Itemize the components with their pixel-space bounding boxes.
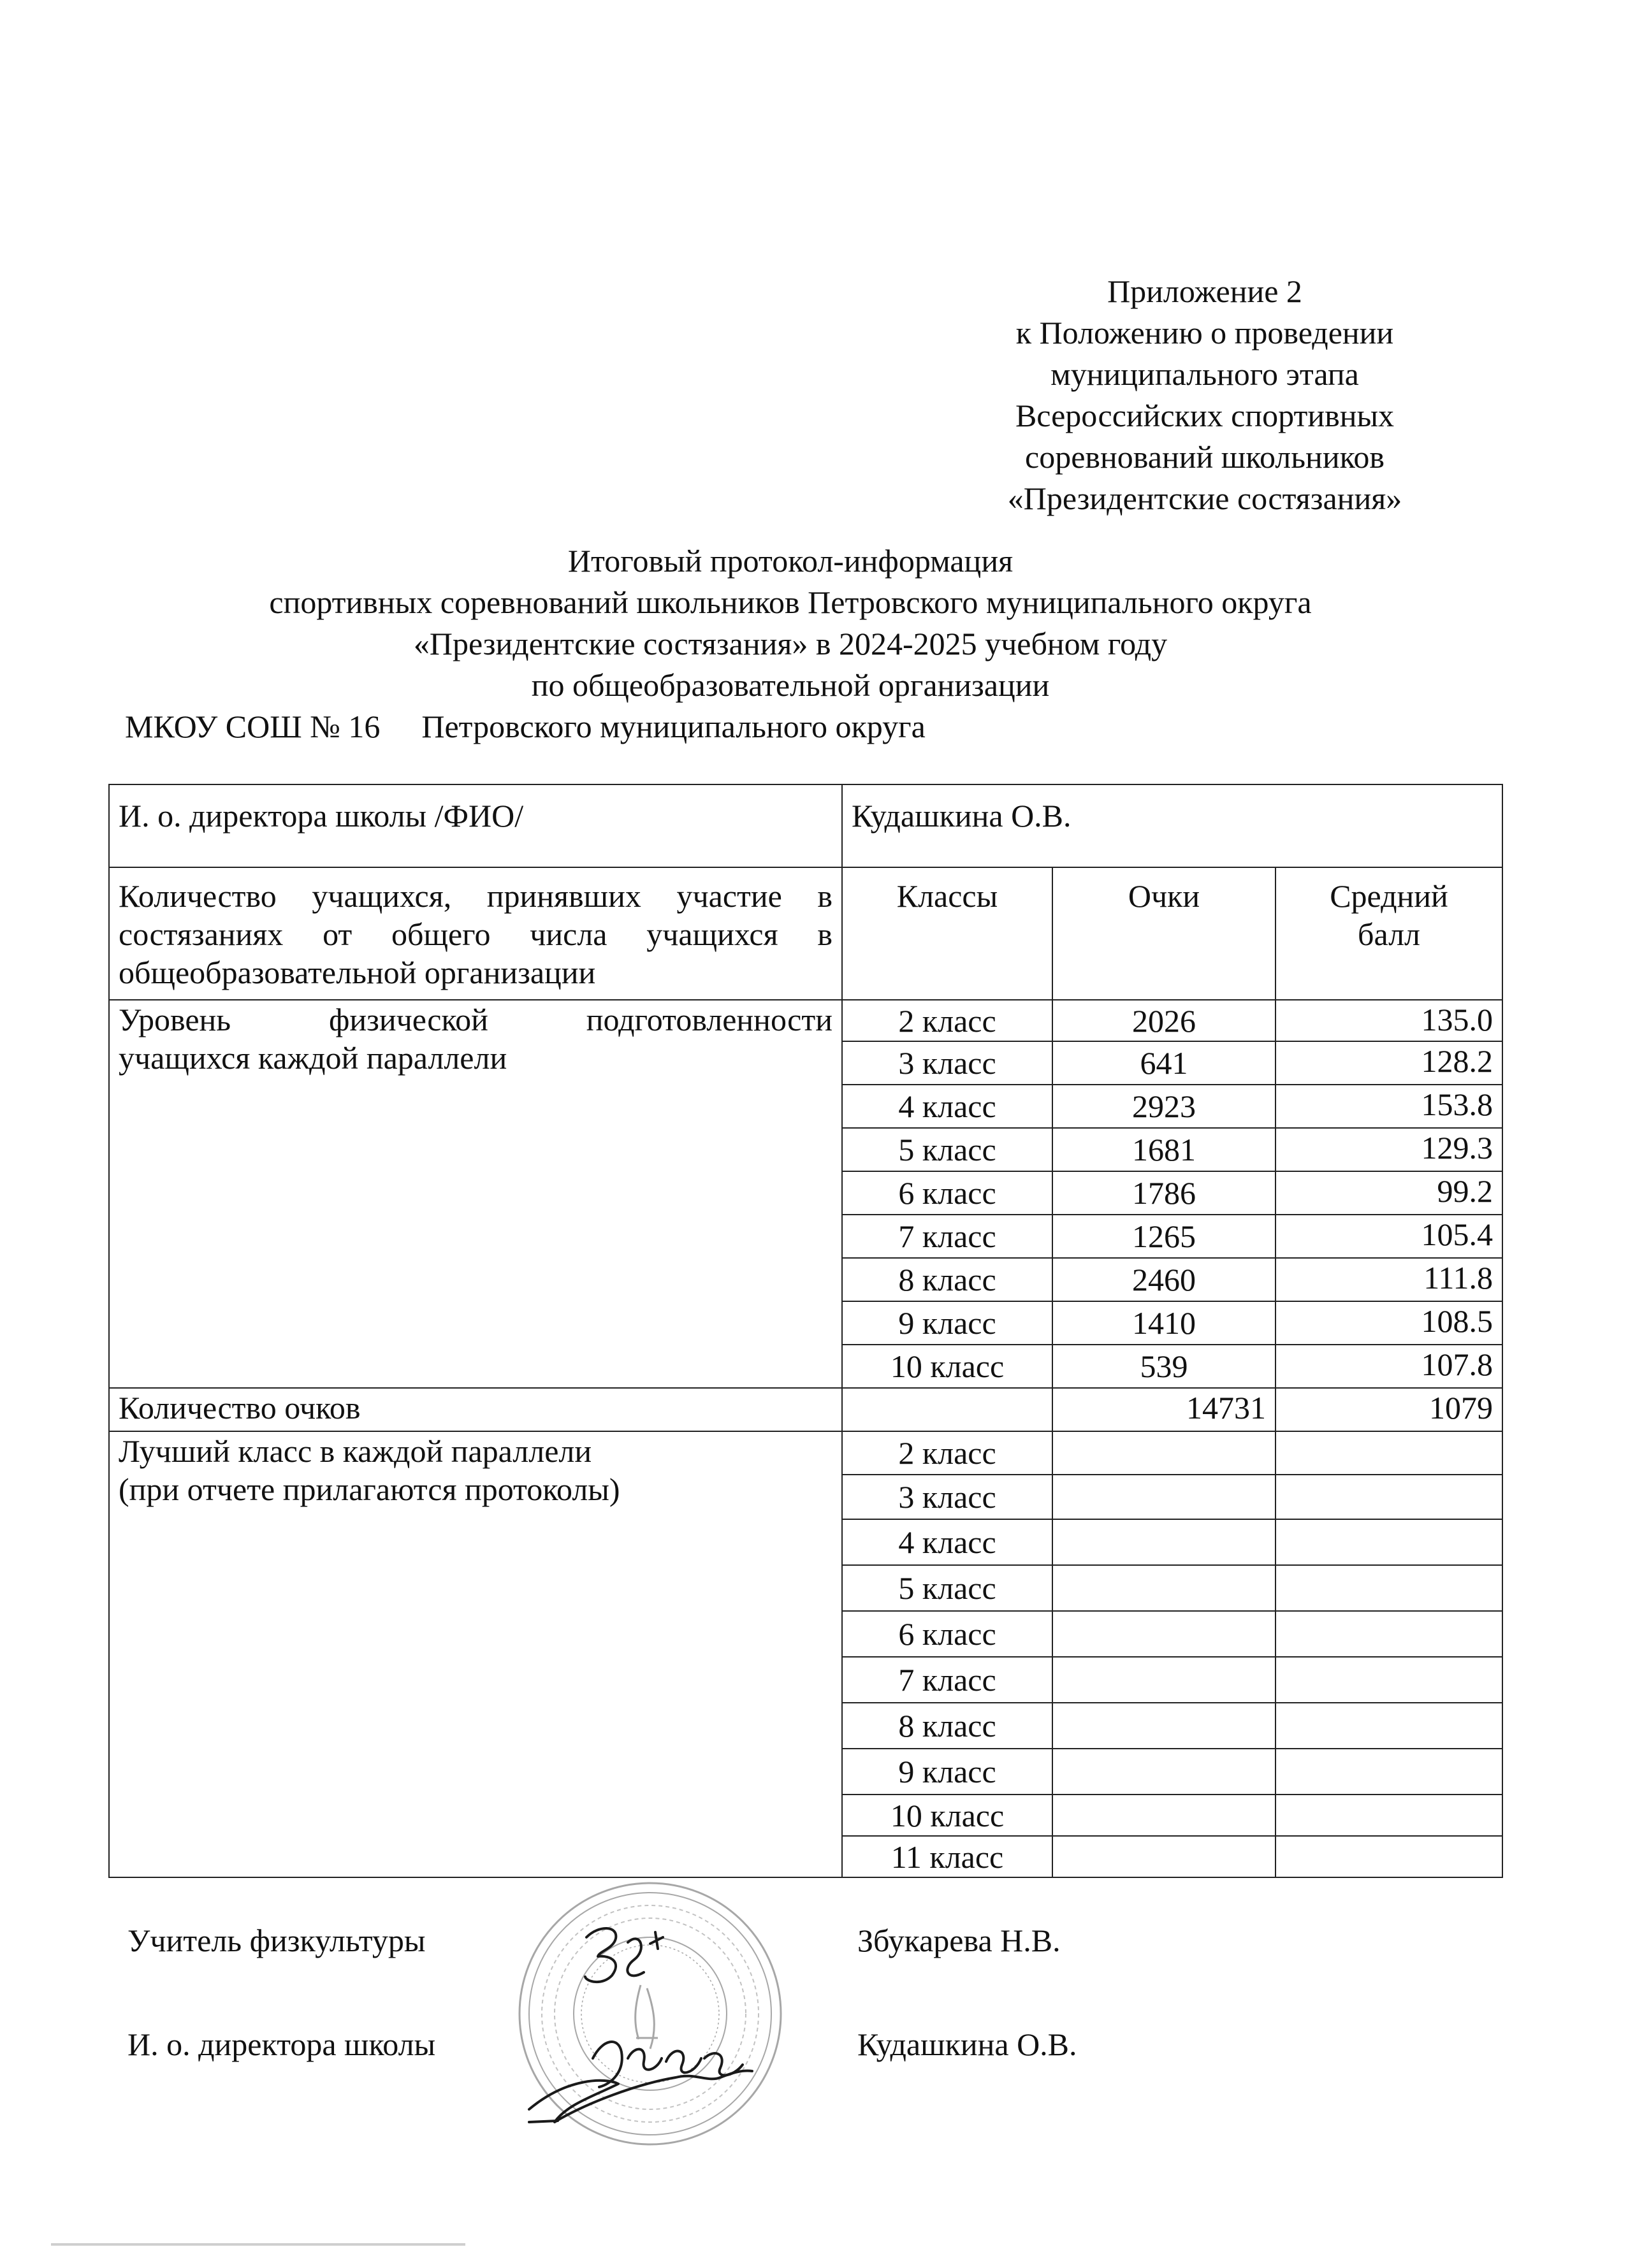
best-points-empty bbox=[1052, 1836, 1276, 1877]
header-average bbox=[1276, 867, 1502, 1000]
annex-line: «Президентские состязания» bbox=[1007, 480, 1402, 516]
total-row bbox=[109, 1388, 1502, 1431]
level-points: 1786 bbox=[1052, 1171, 1276, 1215]
title-line: Итоговый протокол-информация bbox=[567, 543, 1014, 579]
title-line: «Президентские состязания» в 2024-2025 учебном году bbox=[413, 626, 1168, 661]
director-signature-label: И. о. директора школы bbox=[127, 2026, 436, 2062]
stamp-emblem bbox=[636, 1985, 658, 2049]
level-points: 1410 bbox=[1052, 1301, 1276, 1345]
best-points-empty bbox=[1052, 1749, 1276, 1795]
level-label-line2: учащихся каждой параллели bbox=[119, 1040, 507, 1076]
best-avg-empty bbox=[1276, 1431, 1502, 1475]
best-points-empty bbox=[1052, 1703, 1276, 1749]
title-line: по общеобразовательной организации bbox=[531, 667, 1050, 703]
best-points-empty bbox=[1052, 1519, 1276, 1565]
best-class: 5 класс bbox=[842, 1565, 1052, 1611]
protocol-table bbox=[108, 784, 1503, 1878]
table-row bbox=[109, 1000, 1502, 1041]
level-class: 10 класс bbox=[842, 1345, 1052, 1388]
total-avg: 1079 bbox=[1276, 1388, 1502, 1431]
level-points: 1681 bbox=[1052, 1128, 1276, 1171]
level-avg: 129.3 bbox=[1276, 1128, 1502, 1171]
level-points: 2460 bbox=[1052, 1258, 1276, 1301]
best-class: 9 класс bbox=[842, 1749, 1052, 1795]
best-label-line1: Лучший класс в каждой параллели bbox=[119, 1433, 592, 1469]
best-avg-empty bbox=[1276, 1519, 1502, 1565]
best-class: 3 класс bbox=[842, 1475, 1052, 1519]
director-label: И. о. директора школы /ФИО/ bbox=[109, 784, 842, 867]
level-class: 7 класс bbox=[842, 1215, 1052, 1258]
best-avg-empty bbox=[1276, 1836, 1502, 1877]
level-avg: 99.2 bbox=[1276, 1171, 1502, 1215]
annex-line: Приложение 2 bbox=[1107, 273, 1302, 309]
teacher-signature-label: Учитель физкультуры bbox=[127, 1923, 426, 1958]
stamp-center-ring bbox=[574, 1937, 727, 2090]
level-avg: 153.8 bbox=[1276, 1085, 1502, 1128]
director-signature-name: Кудашкина О.В. bbox=[857, 2026, 1077, 2062]
level-points: 2026 bbox=[1052, 1000, 1276, 1041]
level-class: 8 класс bbox=[842, 1258, 1052, 1301]
header-classes: Классы bbox=[842, 867, 1052, 1000]
official-stamp bbox=[491, 1867, 797, 2160]
level-avg: 108.5 bbox=[1276, 1301, 1502, 1345]
level-avg: 105.4 bbox=[1276, 1215, 1502, 1258]
level-points: 1265 bbox=[1052, 1215, 1276, 1258]
handwritten-signature bbox=[529, 1928, 752, 2122]
best-points-empty bbox=[1052, 1795, 1276, 1836]
table-row bbox=[109, 1431, 1502, 1475]
best-points-empty bbox=[1052, 1657, 1276, 1703]
best-class: 4 класс bbox=[842, 1519, 1052, 1565]
school-district: Петровского муниципального округа bbox=[421, 709, 926, 744]
level-class: 5 класс bbox=[842, 1128, 1052, 1171]
signature-stroke-2 bbox=[627, 1939, 644, 1975]
teacher-signature-name: Збукарева Н.В. bbox=[857, 1923, 1061, 1958]
total-points: 14731 bbox=[1052, 1388, 1276, 1431]
level-avg: 135.0 bbox=[1276, 1000, 1502, 1041]
director-value: Кудашкина О.В. bbox=[842, 784, 1502, 867]
school-name: МКОУ СОШ № 16 bbox=[125, 709, 381, 744]
level-class: 6 класс bbox=[842, 1171, 1052, 1215]
annex-line: Всероссийских спортивных bbox=[1015, 398, 1395, 433]
level-label-word: физической bbox=[328, 1002, 488, 1037]
best-avg-empty bbox=[1276, 1795, 1502, 1836]
best-class: 7 класс bbox=[842, 1657, 1052, 1703]
header-average-line2: балл bbox=[1358, 916, 1420, 952]
participants-label: Количество учащихся, принявших участие в состязаниях от общего числа учащихся в общеобразовательной организации bbox=[109, 867, 842, 1000]
signature-stroke-6 bbox=[529, 2121, 558, 2122]
best-avg-empty bbox=[1276, 1657, 1502, 1703]
total-label: Количество очков bbox=[109, 1388, 842, 1431]
level-label bbox=[109, 1000, 842, 1388]
header-average-line1: Средний bbox=[1330, 878, 1448, 914]
signature-stroke-1 bbox=[585, 1928, 616, 1982]
level-avg: 111.8 bbox=[1276, 1258, 1502, 1301]
level-class: 9 класс bbox=[842, 1301, 1052, 1345]
annex-block bbox=[943, 271, 1466, 519]
best-avg-empty bbox=[1276, 1749, 1502, 1795]
scan-edge-line bbox=[51, 2243, 465, 2246]
title-line: спортивных соревнований школьников Петровского муниципального округа bbox=[269, 584, 1312, 620]
best-avg-empty bbox=[1276, 1703, 1502, 1749]
annex-line: к Положению о проведении bbox=[1015, 315, 1394, 350]
best-class: 10 класс bbox=[842, 1795, 1052, 1836]
level-class: 4 класс bbox=[842, 1085, 1052, 1128]
total-empty-cell bbox=[842, 1388, 1052, 1431]
table-row bbox=[109, 784, 1502, 867]
best-avg-empty bbox=[1276, 1475, 1502, 1519]
level-avg: 107.8 bbox=[1276, 1345, 1502, 1388]
stamp-outer-ring bbox=[520, 1883, 781, 2144]
best-class: 2 класс bbox=[842, 1431, 1052, 1475]
best-points-empty bbox=[1052, 1475, 1276, 1519]
level-points: 2923 bbox=[1052, 1085, 1276, 1128]
annex-line: соревнований школьников bbox=[1025, 439, 1385, 475]
document-title bbox=[115, 540, 1466, 706]
level-points: 641 bbox=[1052, 1041, 1276, 1085]
best-class: 11 класс bbox=[842, 1836, 1052, 1877]
level-label-word: Уровень bbox=[119, 1002, 231, 1037]
annex-line: муниципального этапа bbox=[1050, 356, 1359, 392]
best-points-empty bbox=[1052, 1611, 1276, 1657]
header-points: Очки bbox=[1052, 867, 1276, 1000]
level-label-word: подготовленности bbox=[586, 1002, 832, 1037]
best-class: 8 класс bbox=[842, 1703, 1052, 1749]
level-class: 2 класс bbox=[842, 1000, 1052, 1041]
best-points-empty bbox=[1052, 1565, 1276, 1611]
best-points-empty bbox=[1052, 1431, 1276, 1475]
best-label-line2: (при отчете прилагаются протоколы) bbox=[119, 1471, 620, 1507]
best-avg-empty bbox=[1276, 1565, 1502, 1611]
best-class: 6 класс bbox=[842, 1611, 1052, 1657]
best-avg-empty bbox=[1276, 1611, 1502, 1657]
school-line bbox=[125, 706, 926, 748]
stamp-lettering-ring bbox=[555, 1918, 746, 2109]
best-class-label bbox=[109, 1431, 842, 1877]
level-class: 3 класс bbox=[842, 1041, 1052, 1085]
stamp-inner-ring bbox=[529, 1893, 771, 2135]
level-avg: 128.2 bbox=[1276, 1041, 1502, 1085]
level-points: 539 bbox=[1052, 1345, 1276, 1388]
table-row bbox=[109, 867, 1502, 1000]
